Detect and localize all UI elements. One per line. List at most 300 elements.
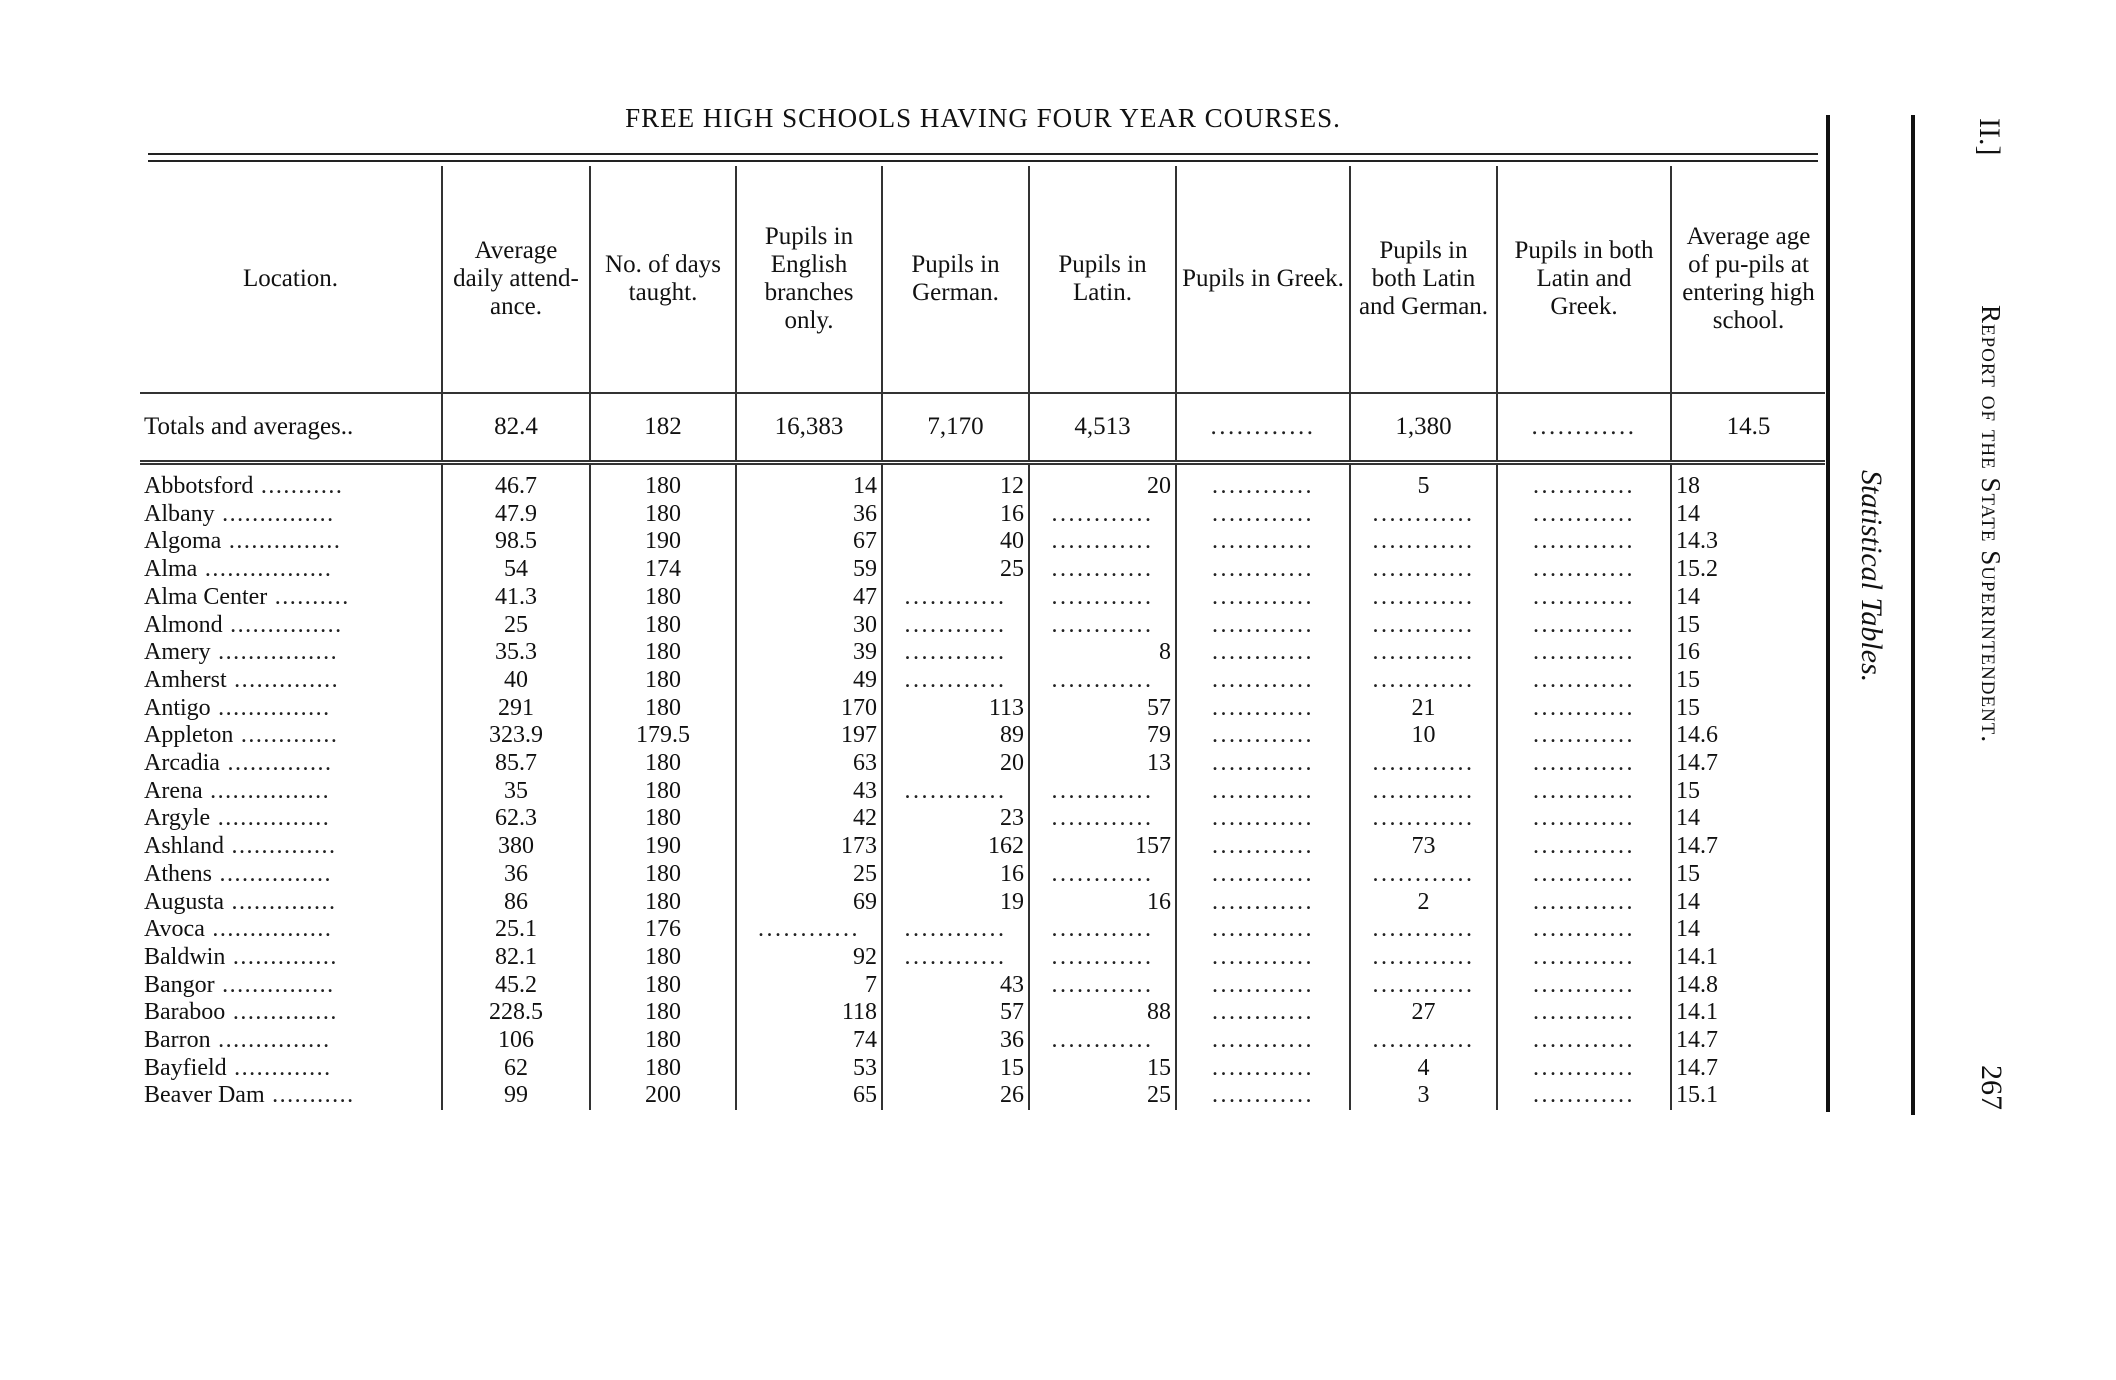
- cell-latin-greek: [1497, 528, 1671, 556]
- cell-location: Barron ...............: [144, 1027, 331, 1054]
- table-row: [140, 667, 1825, 695]
- empty-dots: ............: [1533, 473, 1635, 499]
- cell-german: [882, 944, 1029, 972]
- table-row: [140, 750, 1825, 778]
- cell-english: 30: [736, 612, 882, 640]
- section-number: II.]: [1973, 118, 2006, 156]
- cell-attendance: 380: [442, 833, 590, 861]
- cell-location: Almond ...............: [144, 611, 343, 638]
- totals-german: 7,170: [882, 393, 1029, 463]
- cell-latin: 25: [1029, 1082, 1176, 1110]
- cell-greek: [1176, 972, 1350, 1000]
- empty-dots: ............: [1051, 971, 1154, 998]
- dot-leader: ..............: [225, 999, 338, 1026]
- dot-leader: .............: [226, 1054, 332, 1081]
- cell-latin-german: [1350, 916, 1497, 944]
- cell-latin: 16: [1029, 889, 1176, 917]
- table-row: [140, 612, 1825, 640]
- cell-age: 14.3: [1671, 528, 1825, 556]
- cell-greek: [1176, 999, 1350, 1027]
- table-row: [140, 556, 1825, 584]
- cell-english: 36: [736, 501, 882, 529]
- cell-age: 14.8: [1671, 972, 1825, 1000]
- cell-english: 49: [736, 667, 882, 695]
- running-head: Statistical Tables.: [1855, 470, 1888, 683]
- page-title: FREE HIGH SCHOOLS HAVING FOUR YEAR COURSES.: [625, 103, 1341, 133]
- cell-english: 118: [736, 999, 882, 1027]
- dot-leader: ...........: [264, 1082, 355, 1109]
- cell-location: Alma Center ..........: [144, 583, 350, 610]
- cell-attendance: 82.1: [442, 944, 590, 972]
- cell-days: 180: [590, 944, 736, 972]
- empty-dots: ............: [1212, 999, 1314, 1026]
- cell-days: 174: [590, 556, 736, 584]
- cell-greek: [1176, 778, 1350, 806]
- empty-dots: ............: [1533, 1054, 1635, 1081]
- cell-greek: [1176, 1082, 1350, 1110]
- cell-german: [882, 639, 1029, 667]
- dot-leader: .............: [233, 722, 339, 749]
- empty-dots: ............: [1051, 611, 1154, 638]
- cell-greek: [1176, 584, 1350, 612]
- cell-attendance: 99: [442, 1082, 590, 1110]
- cell-german: 16: [882, 861, 1029, 889]
- cell-attendance: 45.2: [442, 972, 590, 1000]
- cell-attendance: 25: [442, 612, 590, 640]
- cell-age: 14.1: [1671, 999, 1825, 1027]
- cell-location: Baldwin ..............: [144, 943, 338, 970]
- cell-english: 67: [736, 528, 882, 556]
- cell-latin-greek: [1497, 501, 1671, 529]
- cell-greek: [1176, 750, 1350, 778]
- cell-german: 26: [882, 1082, 1029, 1110]
- cell-greek: [1176, 889, 1350, 917]
- cell-latin-greek: [1497, 473, 1671, 501]
- header-greek: Pupils in Greek.: [1176, 166, 1350, 393]
- cell-english: 42: [736, 805, 882, 833]
- cell-latin: 157: [1029, 833, 1176, 861]
- table-row: [140, 889, 1825, 917]
- cell-greek: [1176, 612, 1350, 640]
- cell-location: Baraboo ..............: [144, 999, 338, 1026]
- totals-age: 14.5: [1671, 393, 1825, 463]
- empty-dots: ............: [1212, 1054, 1314, 1081]
- empty-dots: ............: [1212, 971, 1314, 998]
- table-row: [140, 833, 1825, 861]
- cell-latin-german: [1350, 861, 1497, 889]
- cell-days: 180: [590, 778, 736, 806]
- dot-leader: ..............: [225, 943, 338, 970]
- cell-location: Abbotsford ...........: [144, 473, 344, 499]
- empty-dots: ............: [1533, 666, 1635, 693]
- cell-days: 180: [590, 639, 736, 667]
- empty-dots: ............: [1372, 556, 1475, 583]
- cell-latin-greek: [1497, 889, 1671, 917]
- cell-attendance: 40: [442, 667, 590, 695]
- empty-dots: ............: [1372, 1027, 1475, 1054]
- cell-latin: 20: [1029, 473, 1176, 501]
- dot-leader: ..............: [219, 750, 333, 777]
- cell-german: 40: [882, 528, 1029, 556]
- dot-leader: ................: [204, 916, 333, 943]
- empty-dots: ............: [1051, 1027, 1154, 1054]
- header-latin-greek: Pupils in both Latin and Greek.: [1497, 166, 1671, 393]
- dot-leader: ..........: [267, 583, 350, 610]
- empty-dots: ............: [1372, 805, 1475, 832]
- cell-days: 180: [590, 805, 736, 833]
- cell-attendance: 323.9: [442, 722, 590, 750]
- empty-dots: ............: [904, 777, 1007, 804]
- empty-dots: ............: [1533, 500, 1635, 527]
- cell-location: Athens ...............: [144, 860, 332, 887]
- table-row: [140, 778, 1825, 806]
- header-german: Pupils in German.: [882, 166, 1029, 393]
- empty-dots: ............: [758, 916, 860, 943]
- header-latin-german: Pupils in both Latin and German.: [1350, 166, 1497, 393]
- header-latin: Pupils in Latin.: [1029, 166, 1176, 393]
- table-row: [140, 805, 1825, 833]
- empty-dots: ............: [1212, 722, 1314, 749]
- cell-location: Arena ................: [144, 777, 331, 804]
- cell-greek: [1176, 861, 1350, 889]
- cell-age: 14.1: [1671, 944, 1825, 972]
- cell-latin-german: 73: [1350, 833, 1497, 861]
- empty-dots: ............: [1533, 1082, 1635, 1109]
- cell-latin: [1029, 778, 1176, 806]
- cell-attendance: 47.9: [442, 501, 590, 529]
- dot-leader: ...............: [214, 971, 335, 998]
- empty-dots: ............: [1372, 750, 1475, 777]
- empty-dots: ............: [1051, 805, 1154, 832]
- cell-latin-german: [1350, 944, 1497, 972]
- cell-attendance: 85.7: [442, 750, 590, 778]
- cell-german: [882, 667, 1029, 695]
- cell-latin: 88: [1029, 999, 1176, 1027]
- empty-dots: ............: [1051, 556, 1154, 583]
- cell-latin-german: 3: [1350, 1082, 1497, 1110]
- cell-latin: [1029, 1027, 1176, 1055]
- empty-dots: ............: [1051, 583, 1154, 610]
- cell-english: 65: [736, 1082, 882, 1110]
- cell-latin: [1029, 805, 1176, 833]
- table-row: [140, 916, 1825, 944]
- empty-dots: ............: [1212, 556, 1314, 583]
- empty-dots: ............: [1212, 473, 1314, 499]
- cell-latin-german: [1350, 584, 1497, 612]
- cell-latin-german: [1350, 972, 1497, 1000]
- cell-age: 15: [1671, 778, 1825, 806]
- cell-english: 25: [736, 861, 882, 889]
- empty-dots: ............: [1533, 888, 1635, 915]
- cell-latin: 13: [1029, 750, 1176, 778]
- empty-dots: ............: [1051, 500, 1154, 527]
- cell-greek: [1176, 501, 1350, 529]
- cell-attendance: 46.7: [442, 473, 590, 501]
- cell-location: Beaver Dam ...........: [144, 1082, 355, 1109]
- cell-latin-german: [1350, 528, 1497, 556]
- cell-days: 180: [590, 667, 736, 695]
- dot-leader: ...............: [221, 528, 342, 555]
- empty-dots: ............: [1372, 611, 1475, 638]
- cell-latin-german: [1350, 556, 1497, 584]
- table-row: [140, 528, 1825, 556]
- cell-days: 200: [590, 1082, 736, 1110]
- header-attendance: Average daily attend-ance.: [442, 166, 590, 393]
- cell-greek: [1176, 639, 1350, 667]
- empty-dots: ............: [1212, 750, 1314, 777]
- cell-days: 180: [590, 972, 736, 1000]
- cell-location: Augusta ..............: [144, 888, 337, 915]
- cell-latin: [1029, 861, 1176, 889]
- cell-latin-german: 4: [1350, 1055, 1497, 1083]
- cell-greek: [1176, 556, 1350, 584]
- cell-attendance: 62.3: [442, 805, 590, 833]
- empty-dots: ............: [1051, 777, 1154, 804]
- empty-dots: ............: [904, 666, 1007, 693]
- empty-dots: ............: [1051, 860, 1154, 887]
- cell-german: 25: [882, 556, 1029, 584]
- cell-german: 162: [882, 833, 1029, 861]
- cell-age: 14.7: [1671, 1055, 1825, 1083]
- totals-attendance: 82.4: [442, 393, 590, 463]
- empty-dots: ............: [904, 916, 1007, 943]
- header-location: Location.: [140, 166, 442, 393]
- cell-greek: [1176, 722, 1350, 750]
- cell-latin: 57: [1029, 695, 1176, 723]
- empty-dots: ............: [904, 583, 1007, 610]
- cell-greek: [1176, 667, 1350, 695]
- empty-dots: ............: [1533, 750, 1635, 777]
- cell-attendance: 35: [442, 778, 590, 806]
- cell-attendance: 106: [442, 1027, 590, 1055]
- dot-leader: ...............: [210, 1027, 331, 1054]
- cell-latin-greek: [1497, 695, 1671, 723]
- empty-dots: ............: [1372, 971, 1475, 998]
- cell-latin: [1029, 528, 1176, 556]
- cell-german: [882, 916, 1029, 944]
- empty-dots: ............: [1533, 556, 1635, 583]
- cell-age: 15: [1671, 612, 1825, 640]
- cell-attendance: 228.5: [442, 999, 590, 1027]
- table-row: [140, 861, 1825, 889]
- cell-english: 14: [736, 473, 882, 501]
- empty-dots: ............: [1210, 413, 1316, 441]
- dot-leader: ..............: [224, 833, 337, 860]
- cell-location: Alma .................: [144, 556, 333, 583]
- empty-dots: ............: [1533, 999, 1635, 1026]
- empty-dots: ............: [1212, 943, 1314, 970]
- cell-latin: [1029, 612, 1176, 640]
- page-number: 267: [1975, 1065, 2008, 1110]
- cell-latin-greek: [1497, 584, 1671, 612]
- empty-dots: ............: [1212, 528, 1314, 555]
- spacer-row: [140, 463, 1825, 474]
- cell-latin: [1029, 501, 1176, 529]
- cell-latin-german: [1350, 501, 1497, 529]
- empty-dots: ............: [1051, 943, 1154, 970]
- empty-dots: ............: [1212, 916, 1314, 943]
- cell-english: 170: [736, 695, 882, 723]
- cell-english: 69: [736, 889, 882, 917]
- cell-location: Bayfield .............: [144, 1054, 332, 1081]
- cell-english: 173: [736, 833, 882, 861]
- table-row: [140, 999, 1825, 1027]
- cell-location: Argyle ...............: [144, 805, 331, 832]
- empty-dots: ............: [1372, 860, 1475, 887]
- totals-latin-german: 1,380: [1350, 393, 1497, 463]
- cell-latin-greek: [1497, 944, 1671, 972]
- cell-attendance: 41.3: [442, 584, 590, 612]
- cell-greek: [1176, 1027, 1350, 1055]
- cell-latin: 79: [1029, 722, 1176, 750]
- empty-dots: ............: [904, 639, 1007, 666]
- cell-german: 113: [882, 695, 1029, 723]
- cell-german: 89: [882, 722, 1029, 750]
- empty-dots: ............: [1533, 943, 1635, 970]
- cell-latin-greek: [1497, 1055, 1671, 1083]
- cell-german: 23: [882, 805, 1029, 833]
- statistics-table: [140, 166, 1825, 1110]
- empty-dots: ............: [1533, 639, 1635, 666]
- cell-attendance: 62: [442, 1055, 590, 1083]
- totals-latin: 4,513: [1029, 393, 1176, 463]
- empty-dots: ............: [1372, 528, 1475, 555]
- cell-latin: [1029, 584, 1176, 612]
- cell-latin-greek: [1497, 750, 1671, 778]
- cell-latin-greek: [1497, 778, 1671, 806]
- cell-latin-greek: [1497, 805, 1671, 833]
- cell-age: 14: [1671, 805, 1825, 833]
- cell-age: 15: [1671, 667, 1825, 695]
- cell-age: 18: [1671, 473, 1825, 501]
- cell-german: 57: [882, 999, 1029, 1027]
- header-row: [140, 166, 1825, 393]
- cell-english: 43: [736, 778, 882, 806]
- cell-greek: [1176, 528, 1350, 556]
- cell-days: 180: [590, 584, 736, 612]
- cell-location: Amery ................: [144, 639, 339, 666]
- cell-english: [736, 916, 882, 944]
- empty-dots: ............: [1212, 611, 1314, 638]
- empty-dots: ............: [1051, 666, 1154, 693]
- cell-english: 92: [736, 944, 882, 972]
- table-row: [140, 639, 1825, 667]
- cell-latin-greek: [1497, 722, 1671, 750]
- cell-latin: 15: [1029, 1055, 1176, 1083]
- empty-dots: ............: [1212, 666, 1314, 693]
- empty-dots: ............: [1372, 500, 1475, 527]
- cell-location: Algoma ...............: [144, 528, 342, 555]
- table-row: [140, 473, 1825, 501]
- cell-latin: [1029, 972, 1176, 1000]
- cell-english: 39: [736, 639, 882, 667]
- cell-greek: [1176, 833, 1350, 861]
- empty-dots: ............: [1212, 583, 1314, 610]
- cell-latin-german: [1350, 750, 1497, 778]
- cell-days: 180: [590, 750, 736, 778]
- empty-dots: ............: [1533, 971, 1635, 998]
- cell-german: [882, 778, 1029, 806]
- cell-latin-greek: [1497, 612, 1671, 640]
- cell-age: 14.6: [1671, 722, 1825, 750]
- cell-age: 14.7: [1671, 1027, 1825, 1055]
- cell-latin-german: [1350, 667, 1497, 695]
- cell-greek: [1176, 944, 1350, 972]
- cell-attendance: 36: [442, 861, 590, 889]
- cell-days: 180: [590, 612, 736, 640]
- empty-dots: ............: [1533, 1027, 1635, 1054]
- cell-location: Avoca ................: [144, 916, 333, 943]
- totals-label: Totals and averages..: [140, 393, 442, 463]
- cell-age: 14: [1671, 916, 1825, 944]
- cell-age: 14: [1671, 584, 1825, 612]
- cell-latin-german: [1350, 612, 1497, 640]
- cell-location: Ashland ..............: [144, 833, 337, 860]
- empty-dots: ............: [1212, 777, 1314, 804]
- cell-attendance: 25.1: [442, 916, 590, 944]
- empty-dots: ............: [904, 611, 1007, 638]
- empty-dots: ............: [1051, 916, 1154, 943]
- cell-english: 63: [736, 750, 882, 778]
- cell-latin-greek: [1497, 1027, 1671, 1055]
- cell-days: 180: [590, 1055, 736, 1083]
- empty-dots: ............: [1051, 528, 1154, 555]
- table-row: [140, 722, 1825, 750]
- cell-age: 14.7: [1671, 833, 1825, 861]
- empty-dots: ............: [1372, 666, 1475, 693]
- cell-greek: [1176, 473, 1350, 501]
- table-row: [140, 584, 1825, 612]
- table-row: [140, 695, 1825, 723]
- totals-latin-greek: [1497, 393, 1671, 463]
- empty-dots: ............: [1533, 860, 1635, 887]
- cell-age: 15: [1671, 695, 1825, 723]
- cell-english: 197: [736, 722, 882, 750]
- empty-dots: ............: [1212, 860, 1314, 887]
- cell-latin-greek: [1497, 916, 1671, 944]
- cell-latin-greek: [1497, 999, 1671, 1027]
- totals-days: 182: [590, 393, 736, 463]
- header-english: Pupils in English branches only.: [736, 166, 882, 393]
- dot-leader: ................: [210, 639, 339, 666]
- dot-leader: ...............: [214, 500, 335, 527]
- cell-greek: [1176, 916, 1350, 944]
- empty-dots: ............: [1533, 694, 1635, 721]
- cell-german: 15: [882, 1055, 1029, 1083]
- report-title: Report of the State Superintendent.: [1976, 305, 2006, 744]
- cell-age: 16: [1671, 639, 1825, 667]
- cell-attendance: 98.5: [442, 528, 590, 556]
- cell-greek: [1176, 695, 1350, 723]
- cell-days: 180: [590, 999, 736, 1027]
- cell-age: 14: [1671, 889, 1825, 917]
- cell-latin: [1029, 556, 1176, 584]
- cell-days: 180: [590, 861, 736, 889]
- empty-dots: ............: [1533, 583, 1635, 610]
- empty-dots: ............: [1533, 722, 1635, 749]
- empty-dots: ............: [1212, 500, 1314, 527]
- cell-german: 16: [882, 501, 1029, 529]
- empty-dots: ............: [1533, 611, 1635, 638]
- cell-location: Antigo ...............: [144, 694, 331, 721]
- cell-age: 15.2: [1671, 556, 1825, 584]
- cell-location: Appleton .............: [144, 722, 339, 749]
- cell-days: 180: [590, 1027, 736, 1055]
- cell-attendance: 291: [442, 695, 590, 723]
- cell-days: 179.5: [590, 722, 736, 750]
- cell-german: 36: [882, 1027, 1029, 1055]
- empty-dots: ............: [1372, 639, 1475, 666]
